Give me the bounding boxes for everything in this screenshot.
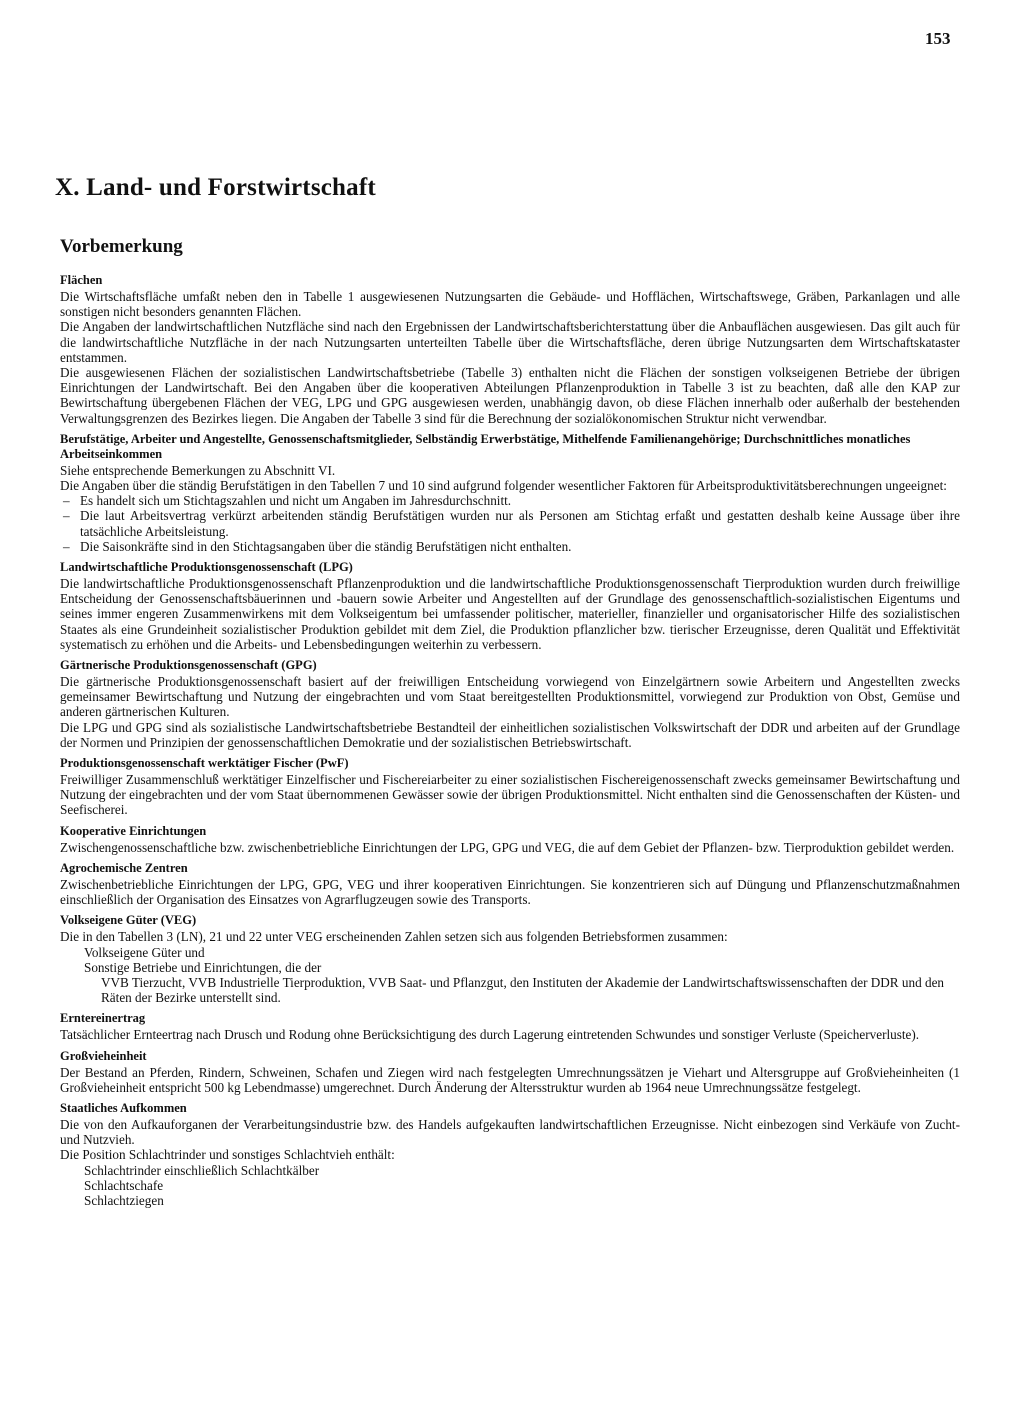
section-heading: Landwirtschaftliche Produktionsgenossenschaft (LPG): [60, 560, 353, 575]
paragraph: Die Wirtschaftsfläche umfaßt neben den in Tabelle 1 ausgewiesenen Nutzungsarten die Gebäude- und Hofflächen, Wirtschaftswege, Gräben, Parkanlagen und alle sonstigen nicht besonders genannten Flächen.: [60, 289, 960, 320]
list-item: Volkseigene Güter und: [84, 944, 205, 960]
section-staatliches-aufkommen: [60, 1101, 960, 1208]
paragraph: Die landwirtschaftliche Produktionsgenossenschaft Pflanzenproduktion und die landwirtschaftliche Produktionsgenossenschaft Tierproduktion wurden durch freiwillige Entscheidung der Genossenschaftsbäuerinnen und -bauern sowie Arbeiter und Angestellten auf der Grundlage des genossenschaftlich-sozialistischen Eigentums und seines immer engeren Zusammenwirkens mit dem Volkseigentum bei umfassender politischer, materieller, finanzieller und organisatorischer Hilfe des sozialistischen Staates als eine Grundeinheit sozialistischer Produktion gebildet mit dem Ziel, die Produktion pflanzlicher bzw. tierischer Erzeugnisse, deren Qualität und Effektivität systematisch zu erhöhen und die Arbeits- und Lebensbedingungen weiterhin zu verbessern.: [60, 576, 960, 652]
paragraph: Die Angaben über die ständig Berufstätigen in den Tabellen 7 und 10 sind aufgrund folgender wesentlicher Faktoren für Arbeitsproduktivitätsberechnungen ungeeignet:: [60, 478, 947, 494]
paragraph: Die ausgewiesenen Flächen der sozialistischen Landwirtschaftsbetriebe (Tabelle 3) enthalten nicht die Flächen der sonstigen volkseigenen Betriebe der übrigen Einrichtungen der Landwirtschaft. Bei den Angaben über die kooperativen Abteilungen Pflanzenproduktion in Tabelle 3 ist zu beachten, daß alle den KAP zur Bewirtschaftung übergebenen Flächen der VEG, LPG und GPG ausgewiesen werden, unabhängig davon, ob diese Flächen innerhalb oder außerhalb der bestehenden Verwaltungsgrenzen des Bezirkes liegen. Die Angaben der Tabelle 3 sind für die Berechnung der sozialökonomischen Struktur nicht verwendbar.: [60, 365, 960, 426]
section-erntereinertrag: [60, 1011, 960, 1042]
paragraph: Die gärtnerische Produktionsgenossenschaft basiert auf der freiwilligen Entscheidung vorwiegend von Einzelgärtnern sowie Arbeitern und Angestellten zwecks gemeinsamer Bewirtschaftung und Nutzung der eingebrachten und vom Staat bereitgestellten Produktionsmittel, vorwiegend zur Produktion von Obst, Gemüse und anderen gärtnerischen Kulturen.: [60, 674, 960, 720]
list-item: Schlachtziegen: [84, 1192, 164, 1208]
list-item: – Die laut Arbeitsvertrag verkürzt arbeitenden ständig Berufstätigen wurden nur als Personen am Stichtag erfaßt und gestatten deshalb keine Aussage über ihre tatsächliche Arbeitsleistung.: [80, 508, 960, 538]
paragraph: Die von den Aufkauforganen der Verarbeitungsindustrie bzw. des Handels aufgekauften landwirtschaftlichen Erzeugnisse. Nicht einbezogen sind Verkäufe von Zucht- und Nutzvieh.: [60, 1116, 960, 1148]
section-berufstaetige: [60, 432, 960, 554]
paragraph: Zwischenbetriebliche Einrichtungen der LPG, GPG, VEG und ihrer kooperativen Einrichtungen. Sie konzentrieren sich auf Düngung und Pflanzenschutzmaßnahmen einschließlich der Organisation des Einsatzes von Agrarflugzeugen sowie des Transports.: [60, 876, 960, 908]
page-number: 153: [925, 29, 951, 48]
section-grossvieheinheit: [60, 1049, 960, 1095]
section-heading: Gärtnerische Produktionsgenossenschaft (GPG): [60, 658, 317, 673]
section-title: Vorbemerkung: [60, 236, 183, 257]
section-heading: Erntereinertrag: [60, 1011, 146, 1026]
list-item: Schlachtschafe: [84, 1177, 164, 1193]
chapter-title: X. Land- und Forstwirtschaft: [55, 174, 376, 201]
list-item: Schlachtrinder einschließlich Schlachtkälber: [84, 1162, 320, 1178]
section-heading: Kooperative Einrichtungen: [60, 823, 207, 838]
list-item: – Die Saisonkräfte sind in den Stichtagsangaben über die ständig Berufstätigen nicht enthalten.: [80, 539, 960, 554]
document-body: [60, 273, 960, 1214]
paragraph: Die Position Schlachtrinder und sonstiges Schlachtvieh enthält:: [60, 1147, 395, 1163]
paragraph: Freiwilliger Zusammenschluß werktätiger Einzelfischer und Fischereiarbeiter zu einer sozialistischen Fischereigenossenschaft zwecks gemeinsamer Bewirtschaftung und Nutzung der eingebrachten und der vom Staat übernommenen Gewässer sowie der übrigen Produktionsmittel. Nicht enthalten sind die Genossenschaften der Küsten- und Seefischerei.: [60, 772, 960, 818]
section-heading: Staatliches Aufkommen: [60, 1100, 187, 1115]
indented-list: [84, 945, 960, 1006]
paragraph: Die in den Tabellen 3 (LN), 21 und 22 unter VEG erscheinenden Zahlen setzen sich aus folgenden Betriebsformen zusammen:: [60, 929, 728, 945]
section-pwf: [60, 756, 960, 818]
section-heading: Großvieheinheit: [60, 1048, 147, 1063]
section-flaechen: [60, 273, 960, 426]
section-heading: Agrochemische Zentren: [60, 860, 188, 875]
paragraph: Die Angaben der landwirtschaftlichen Nutzfläche sind nach den Ergebnissen der Landwirtschaftsberichterstattung über die Anbauflächen ausgewiesen. Das gilt auch für die landwirtschaftliche Nutzfläche in der nach Nutzungsarten unterteilten Tabelle über die Wirtschaftsfläche, deren übrige Nutzungsarten dem Wirtschaftskataster entstammen.: [60, 319, 960, 365]
list-item: Sonstige Betriebe und Einrichtungen, die der: [84, 959, 322, 975]
paragraph: Der Bestand an Pferden, Rindern, Schweinen, Schafen und Ziegen wird nach festgelegten Umrechnungssätzen je Viehart und Altersgruppe auf Großvieheinheiten (1 Großvieheinheit entspricht 500 kg Lebendmasse) umgerechnet. Durch Änderung der Altersstruktur wurden ab 1964 neue Umrechnungssätze festgelegt.: [60, 1064, 960, 1095]
section-heading: Flächen: [60, 273, 103, 287]
section-kooperative-einrichtungen: [60, 824, 960, 855]
section-agrochemische-zentren: [60, 861, 960, 907]
bullet-list: [60, 493, 960, 554]
section-gpg: [60, 658, 960, 750]
paragraph: Die LPG und GPG sind als sozialistische Landwirtschaftsbetriebe Bestandteil der einheitlichen sozialistischen Volkswirtschaft der DDR und arbeiten auf der Grundlage der Normen und Prinzipien der genossenschaftlichen Demokratie und der sozialistischen Betriebswirtschaft.: [60, 719, 960, 750]
list-item: VVB Tierzucht, VVB Industrielle Tierproduktion, VVB Saat- und Pflanzgut, den Instituten der Akademie der Landwirtschaftswissenschaften der DDR und den Räten der Bezirke unterstellt sind.: [101, 974, 945, 1006]
section-heading: Berufstätige, Arbeiter und Angestellte, Genossenschaftsmitglieder, Selbständig Erwerbstätige, Mithelfende Familienangehörige; Durchschnittliches monatliches Arbeitseinkommen: [60, 431, 911, 461]
indented-list: [84, 1163, 960, 1209]
paragraph: Tatsächlicher Ernteertrag nach Drusch und Rodung ohne Berücksichtigung des durch Lagerung eintretenden Schwundes und sonstiger Verluste (Speicherverluste).: [60, 1027, 920, 1043]
section-heading: Volkseigene Güter (VEG): [60, 913, 197, 928]
section-veg: [60, 913, 960, 1005]
section-heading: Produktionsgenossenschaft werktätiger Fischer (PwF): [60, 756, 349, 771]
section-lpg: [60, 560, 960, 652]
paragraph: Siehe entsprechende Bemerkungen zu Abschnitt VI.: [60, 462, 336, 478]
paragraph: Zwischengenossenschaftliche bzw. zwischenbetriebliche Einrichtungen der LPG, GPG und VEG, die auf dem Gebiet der Pflanzen- bzw. Tierproduktion gebildet werden.: [60, 839, 955, 855]
list-item: – Es handelt sich um Stichtagszahlen und nicht um Angaben im Jahresdurchschnitt.: [80, 493, 960, 508]
